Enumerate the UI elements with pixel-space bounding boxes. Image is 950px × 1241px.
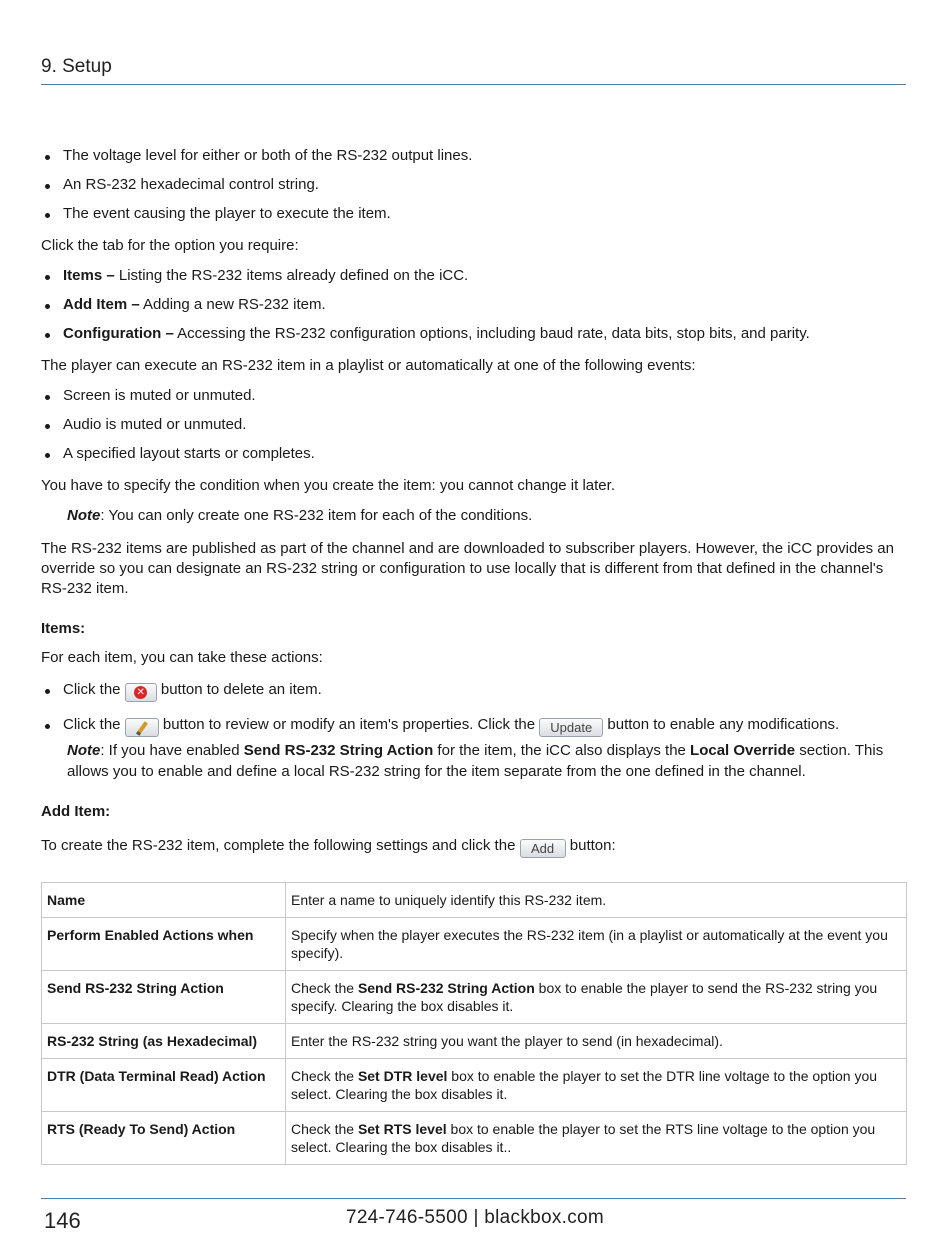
setting-name: Name	[42, 883, 286, 918]
add-item-heading: Add Item:	[41, 803, 111, 820]
term: Add Item –	[63, 296, 140, 313]
tab-bullet-list	[41, 266, 906, 343]
setting-description	[286, 1112, 907, 1165]
text: : If you have enabled	[100, 742, 244, 759]
list-item: A specified layout starts or completes.	[41, 444, 906, 463]
delete-button[interactable]	[125, 683, 157, 702]
table-row	[42, 971, 907, 1024]
text: Send RS-232 String Action	[357, 980, 535, 996]
condition-text: You have to specify the condition when you create the item: you cannot change it later.	[41, 477, 615, 494]
text: Check the	[291, 980, 358, 996]
text: box to enable the player to set the DTR line voltage to the option you select. Clearing the box disables it.	[291, 1068, 878, 1102]
text: Set DTR level	[357, 1068, 448, 1084]
text: box to enable the player to set the RTS line voltage to the option you select. Clearing the box disables it..	[291, 1121, 876, 1155]
text: for the item, the iCC also displays the	[433, 742, 691, 759]
text: button to review or modify an item's properties. Click the	[158, 716, 540, 733]
term-desc: Adding a new RS-232 item.	[139, 296, 326, 313]
add-button[interactable]: Add	[520, 839, 566, 858]
list-item: An RS-232 hexadecimal control string.	[41, 175, 906, 194]
text: section. This allows you to enable and define a local RS-232 string for the item separate from the one defined in the channel.	[67, 742, 884, 780]
settings-table-body	[42, 883, 907, 1165]
published-text: The RS-232 items are published as part of the channel and are downloaded to subscriber players. However, the iCC provides an override so you can designate an RS-232 string or configuration to use locally that is different from that defined in the channel's RS-232 item.	[41, 540, 894, 597]
list-item	[41, 295, 906, 314]
events-intro: The player can execute an RS-232 item in a playlist or automatically at one of the following events:	[41, 357, 696, 374]
setting-description	[286, 1059, 907, 1112]
setting-name: Send RS-232 String Action	[42, 971, 286, 1024]
term: Items –	[63, 267, 115, 284]
text: Click the	[63, 681, 125, 698]
note-text: : You can only create one RS-232 item for each of the conditions.	[100, 507, 533, 524]
event-bullet-list	[41, 386, 906, 463]
setting-name: RS-232 String (as Hexadecimal)	[42, 1024, 286, 1059]
table-row	[42, 1112, 907, 1165]
note-label: Note	[67, 507, 101, 524]
text: Specify when the player executes the RS-232 item (in a playlist or automatically at the event you specify).	[291, 927, 888, 961]
note	[41, 506, 906, 526]
page-header	[41, 56, 906, 85]
items-actions-list	[41, 680, 906, 737]
text: button to delete an item.	[156, 681, 322, 698]
list-item: Screen is muted or unmuted.	[41, 386, 906, 405]
text: Send RS-232 String Action	[243, 742, 434, 759]
setting-description	[286, 1024, 907, 1059]
text: Set RTS level	[357, 1121, 447, 1137]
list-item	[41, 266, 906, 285]
term-desc: Accessing the RS-232 configuration options, including baud rate, data bits, stop bits, and parity.	[173, 325, 810, 342]
note	[41, 740, 906, 782]
items-heading: Items:	[41, 620, 86, 637]
term: Configuration –	[63, 325, 174, 342]
list-item: The event causing the player to execute the item.	[41, 204, 906, 223]
list-item	[41, 324, 906, 343]
section-title: 9. Setup	[41, 56, 112, 77]
page-number: 146	[44, 1208, 81, 1233]
list-item: The voltage level for either or both of the RS-232 output lines.	[41, 146, 906, 165]
delete-x-icon: ✕	[134, 686, 147, 699]
list-item	[41, 680, 906, 702]
table-row	[42, 918, 907, 971]
intro-bullet-list	[41, 146, 906, 223]
note-label: Note	[67, 742, 101, 759]
setting-description	[286, 971, 907, 1024]
setting-name: RTS (Ready To Send) Action	[42, 1112, 286, 1165]
table-row	[42, 1024, 907, 1059]
settings-table	[41, 882, 907, 1165]
text: Enter a name to uniquely identify this RS-232 item.	[291, 892, 607, 908]
add-instructions	[41, 836, 906, 858]
setting-description	[286, 883, 907, 918]
edit-button[interactable]	[125, 718, 159, 737]
list-item: Audio is muted or unmuted.	[41, 415, 906, 434]
pencil-icon	[136, 721, 148, 736]
table-row	[42, 883, 907, 918]
text: Check the	[291, 1068, 358, 1084]
footer-divider	[41, 1198, 906, 1199]
text: button to enable any modifications.	[603, 716, 840, 733]
table-row	[42, 1059, 907, 1112]
text: Click the	[63, 716, 125, 733]
setting-name: Perform Enabled Actions when	[42, 918, 286, 971]
text: button:	[565, 837, 616, 854]
tab-intro: Click the tab for the option you require:	[41, 237, 299, 254]
text: To create the RS-232 item, complete the following settings and click the	[41, 837, 520, 854]
text: box to enable the player to send the RS-232 string you specify. Clearing the box disables it.	[291, 980, 878, 1014]
text: Local Override	[690, 742, 796, 759]
text: Check the	[291, 1121, 358, 1137]
footer-contact: 724-746-5500 | blackbox.com	[345, 1207, 605, 1228]
setting-description	[286, 918, 907, 971]
text: Enter the RS-232 string you want the player to send (in hexadecimal).	[291, 1033, 723, 1049]
update-button[interactable]: Update	[539, 718, 603, 737]
setting-name: DTR (Data Terminal Read) Action	[42, 1059, 286, 1112]
list-item	[41, 715, 906, 737]
term-desc: Listing the RS-232 items already defined on the iCC.	[114, 267, 469, 284]
items-intro: For each item, you can take these actions:	[41, 649, 323, 666]
main-content	[41, 146, 906, 858]
